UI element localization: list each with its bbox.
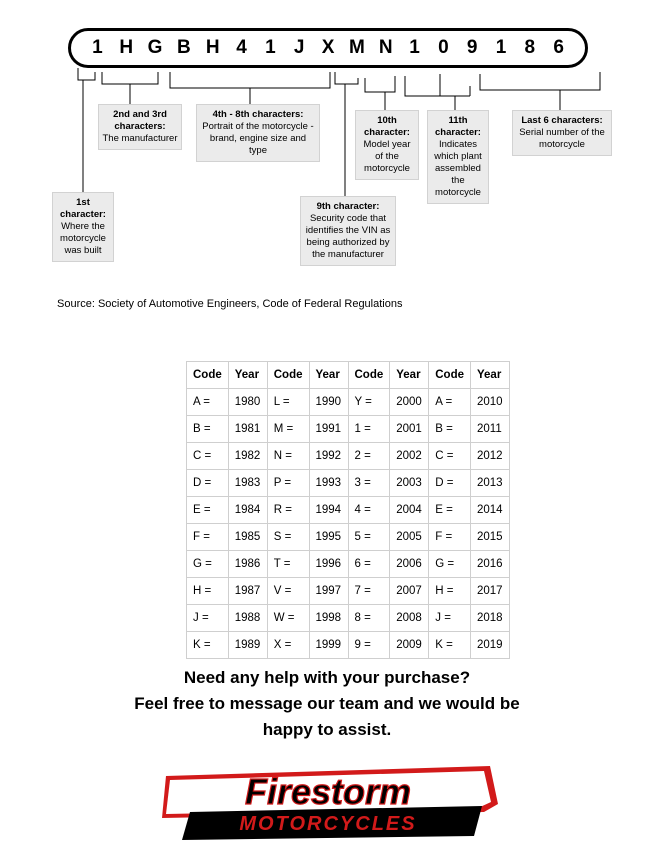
vin-character: N: [378, 37, 393, 58]
table-row: [187, 524, 510, 551]
table-cell: 1982: [228, 443, 267, 470]
table-cell: 1999: [309, 632, 348, 659]
callout-title: 1st character:: [60, 197, 106, 220]
callout-title: 10th character:: [364, 115, 410, 138]
vin-character: 1: [265, 37, 276, 58]
callout-text: Model year of the motorcycle: [363, 139, 411, 174]
table-row: [187, 605, 510, 632]
table-cell: K =: [187, 632, 229, 659]
table-cell: 2014: [471, 497, 510, 524]
table-header-cell: Year: [309, 362, 348, 389]
table-cell: 1988: [228, 605, 267, 632]
table-cell: 8 =: [348, 605, 390, 632]
firestorm-logo: [152, 760, 504, 845]
table-cell: 2018: [471, 605, 510, 632]
table-cell: H =: [429, 578, 471, 605]
table-cell: 1983: [228, 470, 267, 497]
table-cell: 1986: [228, 551, 267, 578]
table-cell: 2016: [471, 551, 510, 578]
table-cell: B =: [429, 416, 471, 443]
table-header-row: [187, 362, 510, 389]
table-cell: 2001: [390, 416, 429, 443]
callout-text: Security code that identifies the VIN as being authorized by the manufacturer: [305, 213, 391, 260]
table-cell: 3 =: [348, 470, 390, 497]
table-header-cell: Code: [429, 362, 471, 389]
table-cell: 1996: [309, 551, 348, 578]
table-cell: 1994: [309, 497, 348, 524]
table-cell: W =: [267, 605, 309, 632]
table-cell: C =: [187, 443, 229, 470]
table-cell: T =: [267, 551, 309, 578]
vin-character: B: [177, 37, 191, 58]
callout-text: The manufacturer: [102, 133, 178, 144]
table-cell: 2008: [390, 605, 429, 632]
vin-character: J: [293, 37, 305, 58]
table-cell: M =: [267, 416, 309, 443]
table-cell: E =: [429, 497, 471, 524]
table-cell: 2017: [471, 578, 510, 605]
table-cell: B =: [187, 416, 229, 443]
table-row: [187, 497, 510, 524]
table-cell: 2 =: [348, 443, 390, 470]
year-code-table: [186, 361, 510, 659]
table-cell: 1990: [309, 389, 348, 416]
table-cell: 1987: [228, 578, 267, 605]
table-cell: 1985: [228, 524, 267, 551]
callout-text: Where the motorcycle was built: [60, 221, 106, 256]
table-cell: G =: [187, 551, 229, 578]
vin-number-bar: [68, 28, 588, 68]
callout-text: Indicates which plant assembled the motorcycle: [434, 139, 482, 198]
table-cell: 1997: [309, 578, 348, 605]
logo-subtitle-text: MOTORCYCLES: [239, 813, 417, 835]
vin-character: 4: [236, 37, 247, 58]
table-cell: A =: [187, 389, 229, 416]
table-cell: 1984: [228, 497, 267, 524]
table-cell: 1993: [309, 470, 348, 497]
vin-character: 1: [409, 37, 420, 58]
table-cell: 2005: [390, 524, 429, 551]
callout-title: 2nd and 3rd characters:: [113, 109, 167, 132]
firestorm-logo-graphic: [152, 760, 504, 845]
table-cell: 2012: [471, 443, 510, 470]
table-cell: 2010: [471, 389, 510, 416]
table-cell: R =: [267, 497, 309, 524]
vin-character: 1: [495, 37, 507, 58]
table-cell: 1992: [309, 443, 348, 470]
table-cell: Y =: [348, 389, 390, 416]
vin-character: 9: [466, 37, 478, 58]
table-cell: 9 =: [348, 632, 390, 659]
table-cell: 2000: [390, 389, 429, 416]
table-row: [187, 470, 510, 497]
help-line-1: Need any help with your purchase?: [183, 668, 471, 687]
table-cell: 2015: [471, 524, 510, 551]
vin-character: 6: [553, 37, 564, 58]
vin-character: H: [205, 37, 220, 58]
table-cell: C =: [429, 443, 471, 470]
table-header-cell: Year: [471, 362, 510, 389]
table-header-cell: Code: [267, 362, 309, 389]
callout-title: Last 6 characters:: [521, 115, 603, 126]
table-cell: 1998: [309, 605, 348, 632]
help-line-3: happy to assist.: [262, 720, 392, 739]
callout-eleventh-character: [427, 110, 489, 204]
vin-character: 8: [524, 37, 536, 58]
table-cell: 2007: [390, 578, 429, 605]
table-cell: 1989: [228, 632, 267, 659]
callout-text: Portrait of the motorcycle - brand, engine size and type: [202, 121, 314, 156]
table-cell: P =: [267, 470, 309, 497]
logo-brand-text: Firestorm: [244, 771, 412, 812]
callout-title: 4th - 8th characters:: [212, 109, 304, 120]
vin-character: 1: [92, 37, 103, 58]
table-cell: 2004: [390, 497, 429, 524]
help-message: [0, 665, 654, 743]
callout-title: 9th character:: [316, 201, 380, 212]
callout-second-third-character: [98, 104, 182, 150]
table-cell: F =: [187, 524, 229, 551]
vin-character: G: [147, 37, 163, 58]
table-cell: D =: [429, 470, 471, 497]
vin-character: 0: [438, 37, 449, 58]
table-cell: 2002: [390, 443, 429, 470]
table-cell: 2003: [390, 470, 429, 497]
callout-fourth-eighth-character: [196, 104, 320, 162]
callout-title: 11th character:: [435, 115, 481, 138]
table-cell: J =: [429, 605, 471, 632]
table-cell: 1991: [309, 416, 348, 443]
table-cell: A =: [429, 389, 471, 416]
table-cell: 2009: [390, 632, 429, 659]
table-cell: 1995: [309, 524, 348, 551]
callout-tenth-character: [355, 110, 419, 180]
callout-text: Serial number of the motorcycle: [519, 127, 605, 150]
table-cell: 6 =: [348, 551, 390, 578]
table-cell: 4 =: [348, 497, 390, 524]
table-cell: 2006: [390, 551, 429, 578]
callout-ninth-character: [300, 196, 396, 266]
table-cell: H =: [187, 578, 229, 605]
table-header-cell: Year: [228, 362, 267, 389]
table-cell: 5 =: [348, 524, 390, 551]
table-row: [187, 443, 510, 470]
table-cell: F =: [429, 524, 471, 551]
table-row: [187, 416, 510, 443]
table-cell: N =: [267, 443, 309, 470]
table-cell: E =: [187, 497, 229, 524]
table-cell: 2019: [471, 632, 510, 659]
table-cell: 2013: [471, 470, 510, 497]
callout-first-character: [52, 192, 114, 262]
table-cell: D =: [187, 470, 229, 497]
table-cell: J =: [187, 605, 229, 632]
table-row: [187, 551, 510, 578]
table-header-cell: Code: [348, 362, 390, 389]
vin-character: H: [119, 37, 134, 58]
table-cell: 7 =: [348, 578, 390, 605]
table-header-cell: Year: [390, 362, 429, 389]
callout-last-six-characters: [512, 110, 612, 156]
vin-character: X: [321, 37, 335, 58]
table-cell: G =: [429, 551, 471, 578]
year-code-table-wrapper: [186, 361, 510, 659]
table-cell: S =: [267, 524, 309, 551]
table-cell: 2011: [471, 416, 510, 443]
table-cell: 1 =: [348, 416, 390, 443]
table-cell: 1981: [228, 416, 267, 443]
table-row: [187, 632, 510, 659]
table-cell: K =: [429, 632, 471, 659]
table-cell: L =: [267, 389, 309, 416]
table-cell: 1980: [228, 389, 267, 416]
vin-character: M: [348, 37, 365, 58]
help-line-2: Feel free to message our team and we would be: [134, 694, 520, 713]
table-header-cell: Code: [187, 362, 229, 389]
table-cell: X =: [267, 632, 309, 659]
table-cell: V =: [267, 578, 309, 605]
table-row: [187, 578, 510, 605]
source-note: Source: Society of Automotive Engineers, Code of Federal Regulations: [57, 298, 403, 310]
table-row: [187, 389, 510, 416]
